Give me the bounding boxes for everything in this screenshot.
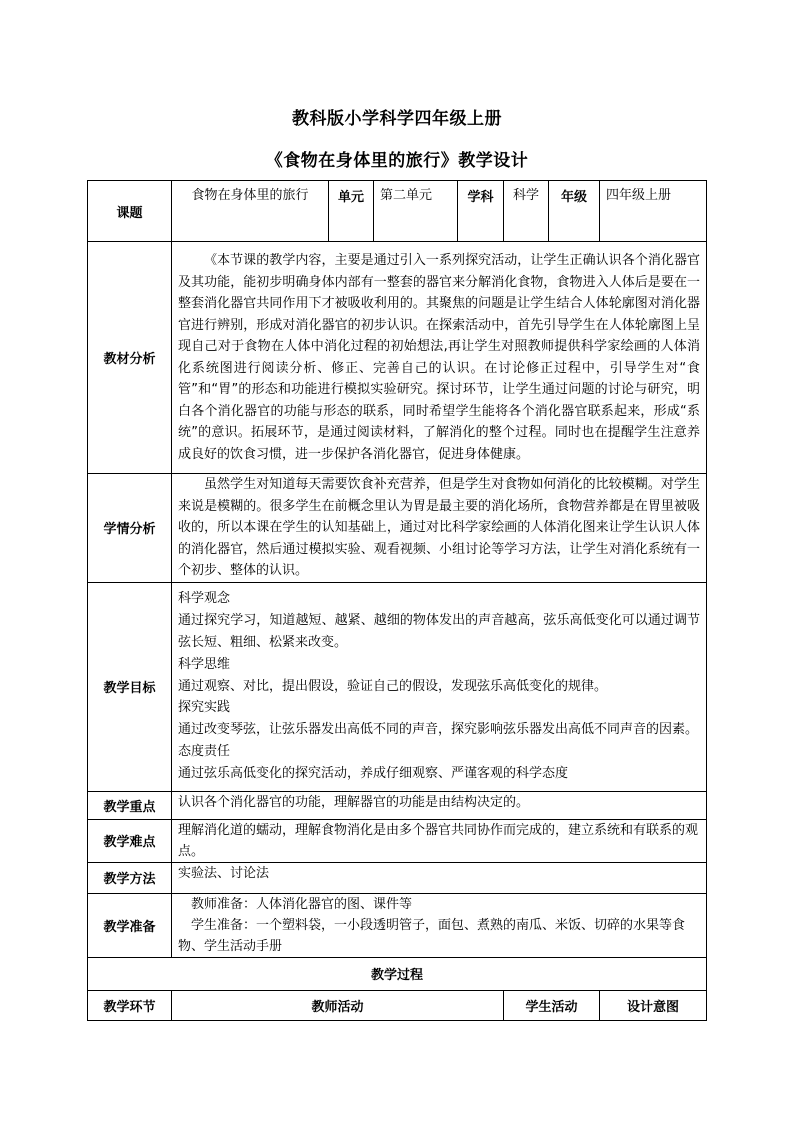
grade-label: 年级 xyxy=(549,181,600,242)
header-row xyxy=(88,181,707,242)
learner-analysis-text: 虽然学生对知道每天需要饮食补充营养，但是学生对食物如何消化的比较模糊。对学生来说是模糊的。很多学生在前概念里认为胃是最主要的消化场所，食物营养都是在胃里被吸收的，所以本课在学生的认知基础上，通过对比科学家绘画的人体消化图来让学生认识人体的消化器官，然后通过模拟实验、观看视频、小组讨论等学习方法，让学生对消化系统有一个初步、整体的认识。 xyxy=(172,474,707,583)
learner-analysis-label: 学情分析 xyxy=(88,474,172,583)
goal-heading-attitude: 态度责任 xyxy=(178,743,231,759)
unit-label: 单元 xyxy=(329,181,374,242)
goal-heading-practice: 探究实践 xyxy=(178,700,231,716)
preparation-row xyxy=(88,893,707,957)
subject-value: 科学 xyxy=(504,181,549,242)
methods-row xyxy=(88,862,707,893)
key-points-row xyxy=(88,791,707,819)
goal-text-attitude: 通过弦乐高低变化的探究活动，养成仔细观察、严谨客观的科学态度 xyxy=(178,765,569,781)
process-heading: 教学过程 xyxy=(88,957,707,990)
process-columns-row xyxy=(88,990,707,1020)
col-student: 学生活动 xyxy=(504,990,600,1020)
difficulties-label: 教学难点 xyxy=(88,819,172,862)
material-analysis-label: 教材分析 xyxy=(88,242,172,474)
subject-label: 学科 xyxy=(458,181,504,242)
lesson-plan-table xyxy=(87,180,707,1021)
preparation-content xyxy=(172,893,707,957)
goal-text-practice: 通过改变琴弦，让弦乐器发出高低不同的声音，探究影响弦乐器发出高低不同声音的因素。 xyxy=(178,722,699,738)
key-points-text: 认识各个消化器官的功能，理解器官的功能是由结构决定的。 xyxy=(172,791,707,819)
unit-value: 第二单元 xyxy=(374,181,458,242)
goal-heading-thinking: 科学思维 xyxy=(178,656,231,672)
material-analysis-text: 《本节课的教学内容，主要是通过引入一系列探究活动，让学生正确认识各个消化器官及其功能，能初步明确身体内部有一整套的器官来分解消化食物，食物进入人体后是要在一整套消化器官共同作用下才被吸收利用的。其聚焦的问题是让学生结合人体轮廓图对消化器官进行辨别，形成对消化器官的初步认识。在探索活动中，首先引导学生在人体轮廓图上呈现自己对于食物在人体中消化过程的初始想法,再让学生对照教师提供科学家绘画的人体消化系统图进行阅读分析、修正、完善自己的认识。在讨论修正过程中，引导学生对“食管”和“胃”的形态和功能进行模拟实验研究。探讨环节，让学生通过问题的讨论与研究，明白各个消化器官的功能与形态的联系，同时希望学生能将各个消化器官联系起来，形成“系统”的意识。拓展环节，是通过阅读材料，了解消化的整个过程。同时也在提醒学生注意养成良好的饮食习惯，进一步保护各消化器官，促进身体健康。 xyxy=(172,242,707,474)
teacher-preparation: 教师准备：人体消化器官的图、课件等 xyxy=(191,896,413,912)
topic-value: 食物在身体里的旅行 xyxy=(172,181,329,242)
col-teacher: 教师活动 xyxy=(172,990,504,1020)
material-analysis-row xyxy=(88,242,707,474)
col-stage: 教学环节 xyxy=(88,990,172,1020)
goal-text-concept: 通过探究学习，知道越短、越紧、越细的物体发出的声音越高，弦乐高低变化可以通过调节弦长短、粗细、松紧来改变。 xyxy=(178,613,701,650)
goal-heading-concept: 科学观念 xyxy=(178,591,231,607)
topic-label: 课题 xyxy=(88,181,172,242)
col-intent: 设计意图 xyxy=(600,990,707,1020)
document-subtitle: 《食物在身体里的旅行》教学设计 xyxy=(265,151,529,171)
teaching-goals-label: 教学目标 xyxy=(88,582,172,791)
key-points-label: 教学重点 xyxy=(88,791,172,819)
process-heading-row xyxy=(88,957,707,990)
methods-text: 实验法、讨论法 xyxy=(172,862,707,893)
teaching-goals-row xyxy=(88,582,707,791)
document-title: 教科版小学科学四年级上册 xyxy=(292,109,502,129)
difficulties-text: 理解消化道的蠕动，理解食物消化是由多个器官共同协作而完成的，建立系统和有联系的观点。 xyxy=(172,819,707,862)
student-preparation: 学生准备：一个塑料袋，一小段透明管子，面包、煮熟的南瓜、米饭、切碎的水果等食物、学生活动手册 xyxy=(178,917,686,954)
teaching-goals-content xyxy=(172,582,707,791)
methods-label: 教学方法 xyxy=(88,862,172,893)
grade-value: 四年级上册 xyxy=(600,181,707,242)
preparation-label: 教学准备 xyxy=(88,893,172,957)
difficulties-row xyxy=(88,819,707,862)
goal-text-thinking: 通过观察、对比，提出假设，验证自己的假设，发现弦乐高低变化的规律。 xyxy=(178,678,608,694)
learner-analysis-row xyxy=(88,474,707,583)
